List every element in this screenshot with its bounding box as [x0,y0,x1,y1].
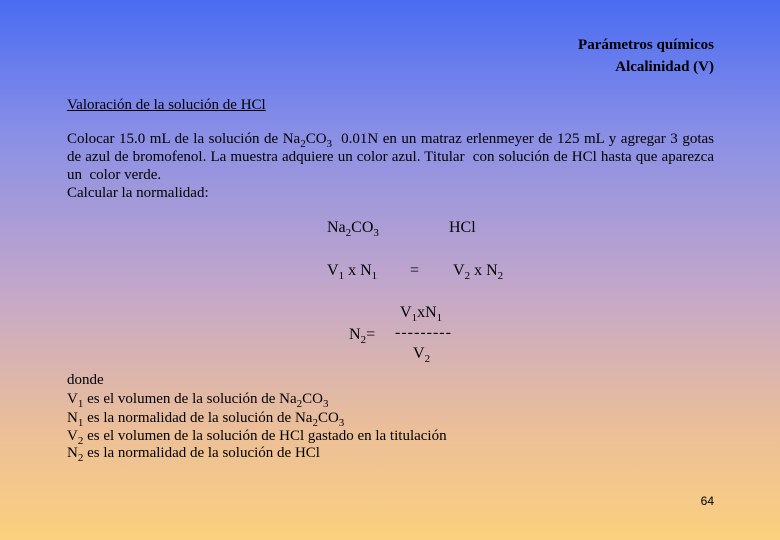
header-line-2: Alcalinidad (V) [615,59,714,75]
equation-lhs: $V_1$ x $N_1$ [327,262,378,282]
fraction-numerator: $V_1xN_1$ [400,304,443,324]
definition-n1: $N_1$ es la normalidad de la solución de $Na_2CO_3$ [67,410,345,429]
fraction-result-lhs: $N_2=$ [349,326,376,346]
procedure-paragraph [67,130,714,202]
page-number: 64 [700,494,714,508]
procedure-part-1: Colocar 15.0 mL de la solución de $Na_2CO_3$ 0.01N en un matraz erlenmeyer de 125 mL y agregar 3 gotas de azul de bromofenol. La muestra adquiere un color azul. Titular con solución de HCl hasta que aparezca un color verde. [67,131,714,183]
definition-v1: $V_1$ es el volumen de la solución de $Na_2CO_3$ [67,391,329,410]
fraction-bar: --------- [395,324,452,341]
equation-equals: = [410,262,420,279]
definition-n2: $N_2$ es la normalidad de la solución de HCl [67,445,320,464]
calc-label: Calcular la normalidad: [67,185,209,201]
fraction-denominator: $V_2$ [413,345,431,365]
compound-b: HCl [449,219,476,236]
header-line-1: Parámetros químicos [578,37,714,53]
slide-header [578,34,714,78]
equation-rhs: $V_2$ x $N_2$ [453,262,504,282]
where-label: donde [67,372,104,388]
section-title: Valoración de la solución de HCl [67,97,266,113]
definition-v2: $V_2$ es el volumen de la solución de HCl gastado en la titulación [67,428,447,447]
compound-a: $Na_2CO_3$ [327,219,379,239]
procedure-text [67,130,714,184]
